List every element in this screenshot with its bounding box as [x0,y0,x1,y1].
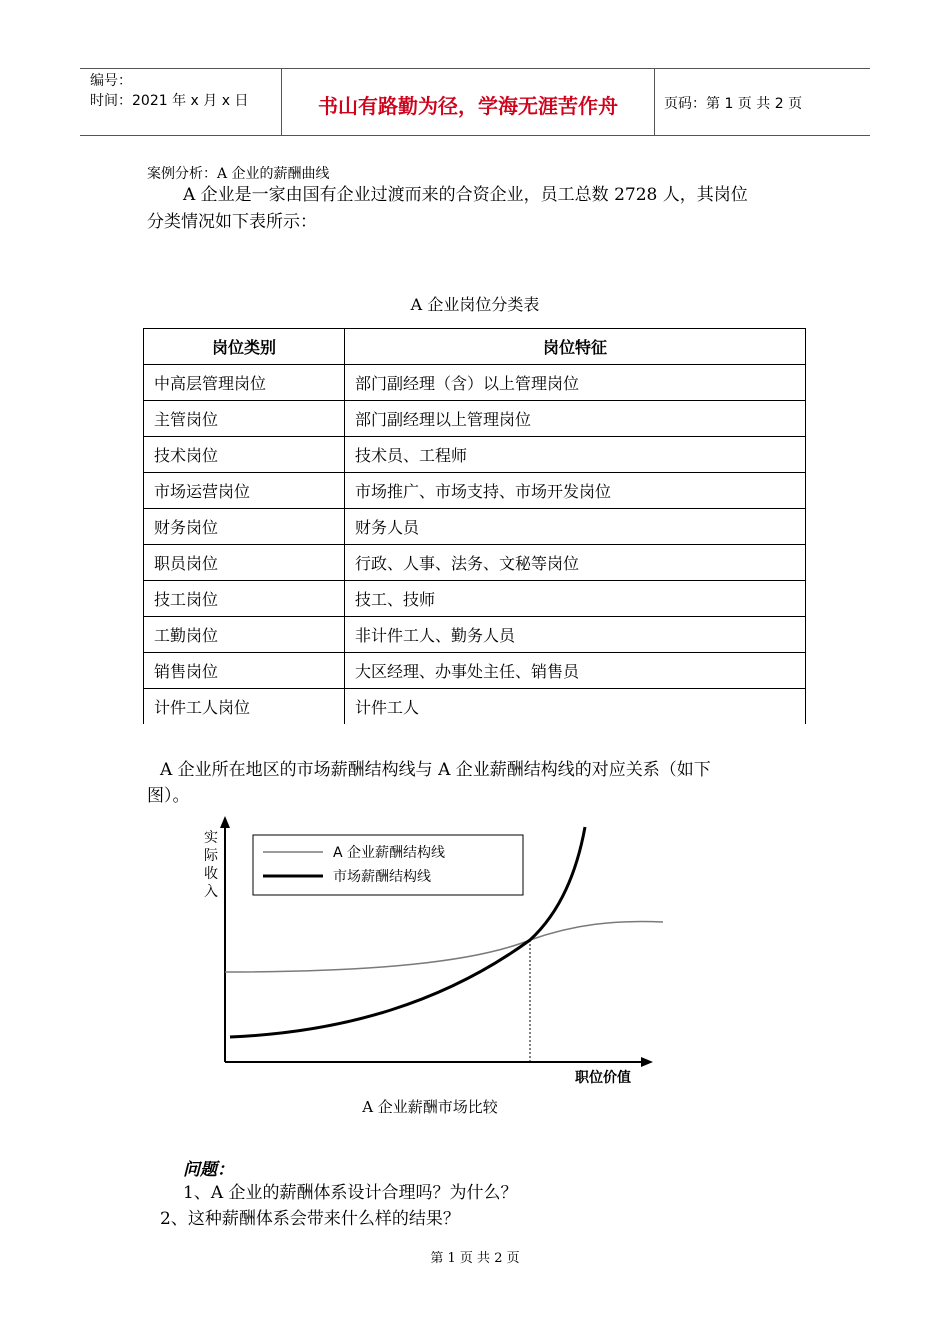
table-cell: 财务人员 [345,509,806,545]
table-row [144,545,806,581]
position-table [143,328,806,724]
doc-number-label: 编号： [90,73,132,89]
table-row [144,689,806,725]
y-axis-label: 实 际 收 入 [204,830,218,900]
table-caption: A 企业岗位分类表 [410,295,540,314]
x-axis-label: 职位价值 [575,1070,631,1086]
table-cell: 计件工人岗位 [144,689,345,725]
y-axis-arrow-icon [220,816,230,828]
table-row [144,617,806,653]
page-footer: 第 1 页 共 2 页 [430,1251,520,1266]
table-row [144,509,806,545]
chart-caption: A 企业薪酬市场比较 [362,1098,498,1116]
table-cell: 市场推广、市场支持、市场开发岗位 [345,473,806,509]
salary-comparison-chart [195,812,675,1112]
question-1: 1、A 企业的薪酬体系设计合理吗？为什么？ [183,1183,518,1203]
table-cell: 中高层管理岗位 [144,365,345,401]
intro-line-1: A 企业是一家由国有企业过渡而来的合资企业，员工总数 2728 人，其岗位 [183,185,748,205]
header-page-label: 页码：第 1 页 共 2 页 [664,96,803,112]
table-row [144,437,806,473]
header-divider-right [654,68,655,136]
table-cell: 职员岗位 [144,545,345,581]
chart-intro-line-1: A 企业所在地区的市场薪酬结构线与 A 企业薪酬结构线的对应关系（如下 [160,760,711,780]
table-cell: 销售岗位 [144,653,345,689]
table-cell: 行政、人事、法务、文秘等岗位 [345,545,806,581]
table-cell: 非计件工人、勤务人员 [345,617,806,653]
table-header-row [144,329,806,365]
table-row [144,473,806,509]
chart-intro-line-2: 图）。 [147,786,190,806]
table-cell: 大区经理、办事处主任、销售员 [345,653,806,689]
table-cell: 部门副经理（含）以上管理岗位 [345,365,806,401]
table-cell: 计件工人 [345,689,806,725]
header-top-rule [80,68,870,69]
legend-label-market: 市场薪酬结构线 [333,869,431,885]
series-line-a-enterprise [225,922,663,972]
table-cell: 主管岗位 [144,401,345,437]
legend-label-a-enterprise: A 企业薪酬结构线 [333,845,446,861]
table-row [144,653,806,689]
table-cell: 部门副经理以上管理岗位 [345,401,806,437]
doc-date-label: 时间：2021 年 x 月 x 日 [90,93,249,109]
table-header-feature: 岗位特征 [345,329,806,365]
table-row [144,581,806,617]
table-row [144,365,806,401]
table-cell: 财务岗位 [144,509,345,545]
legend-box [253,835,523,895]
question-2: 2、这种薪酬体系会带来什么样的结果？ [160,1209,460,1229]
table-cell: 技术岗位 [144,437,345,473]
questions-title: 问题： [183,1160,234,1180]
table-header-category: 岗位类别 [144,329,345,365]
header-motto: 书山有路勤为径，学海无涯苦作舟 [318,94,618,118]
header-bottom-rule [80,135,870,136]
case-title: 案例分析：A 企业的薪酬曲线 [147,166,330,182]
intro-line-2: 分类情况如下表所示： [147,212,317,232]
table-cell: 市场运营岗位 [144,473,345,509]
table-cell: 技工、技师 [345,581,806,617]
table-cell: 工勤岗位 [144,617,345,653]
table-cell: 技术员、工程师 [345,437,806,473]
table-row [144,401,806,437]
table-cell: 技工岗位 [144,581,345,617]
x-axis-arrow-icon [641,1057,653,1067]
